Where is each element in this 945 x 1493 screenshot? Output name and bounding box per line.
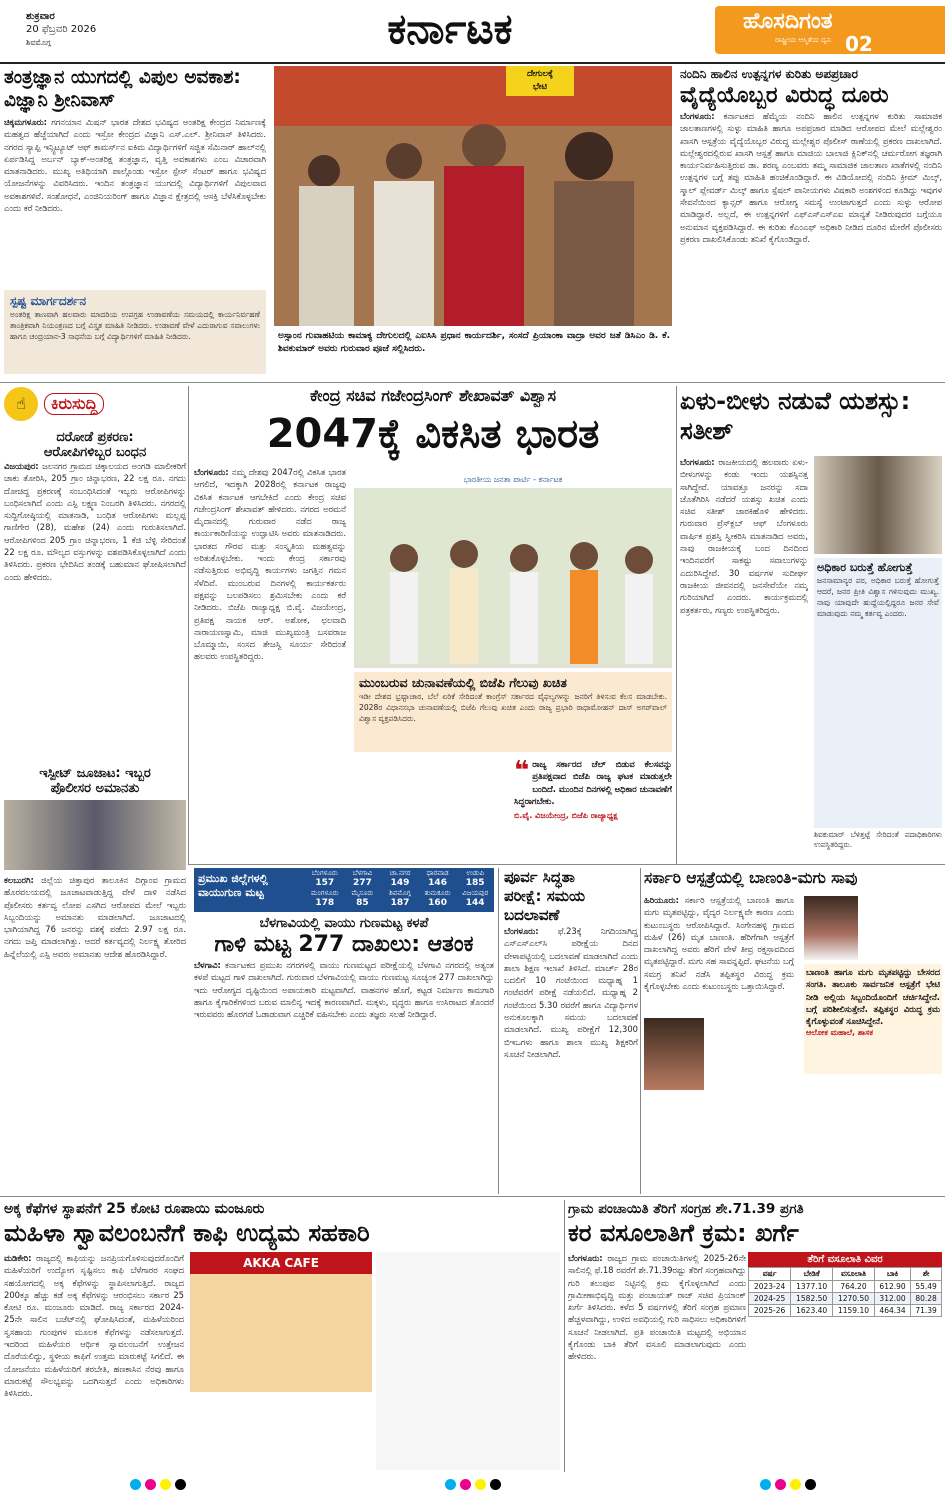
satish-box-body: ಜನಸಾಮಾನ್ಯರ ಪರ, ಅಧಿಕಾರ ಬರುತ್ತೆ ಹೋಗುತ್ತೆ ಆದರೆ, ಜನರ ಪ್ರೀತಿ ವಿಶ್ವಾಸ ಗಳಿಸುವುದು ಮುಖ್ಯ. ನಾವು ಯಾವುದೇ ಹುದ್ದೆಯಲ್ಲಿದ್ದರೂ ಜನರ ಸೇವೆ ಮಾಡುವುದು ನಮ್ಮ ಕರ್ತವ್ಯ ಎಂದರು. [817, 576, 939, 618]
aqi-value: 85 [356, 898, 369, 908]
story-nandini-headline: ವೈದ್ಯೆಯೊಬ್ಬರ ವಿರುದ್ಧ ದೂರು [680, 83, 889, 108]
paper-logo-band [715, 6, 945, 54]
story-tax-headline: ಕರ ವಸೂಲಾತಿಗೆ ಕ್ರಮ: ಖರ್ಗೆ [568, 1219, 799, 1247]
police-photo [4, 800, 186, 870]
masthead-date-block [26, 10, 176, 54]
story-akka-cafe [4, 1200, 560, 1470]
story-hospital [644, 868, 942, 1194]
tax-table-cell: 55.49 [911, 1281, 942, 1293]
photo-tag-line2: ಭೇಟಿ [532, 82, 548, 92]
tax-table-header-cell: ಬೇಡಿಕೆ [791, 1268, 833, 1281]
story-viksit-kicker: ಕೇಂದ್ರ ಸಚಿವ ಗಜೇಂದ್ರಸಿಂಗ್ ಶೇಖಾವತ್ ವಿಶ್ವಾಸ [310, 386, 556, 405]
kirusuddi-item1-head: ಆರೋಪಿಗಳಿಬ್ಬರ ಬಂಧನ [43, 445, 147, 460]
tax-table-cell: 1377.10 [791, 1281, 833, 1293]
story-tax-dateline: ಬೆಂಗಳೂರು: [568, 1253, 603, 1263]
aqi-value: 178 [315, 898, 335, 908]
story-tax-text: ರಾಜ್ಯದ ಗ್ರಾಮ ಪಂಚಾಯಿತಿಗಳಲ್ಲಿ 2025-26ನೇ ಸಾಲಿನಲ್ಲಿ ಫೆ.18 ರವರೆಗೆ ಶೇ.71.39ರಷ್ಟು ತೆರಿಗೆ ಸಂಗ್ರಹವಾಗಿದ್ದು ಗುರಿ ತಲುಪುವ ನಿಟ್ಟಿನಲ್ಲಿ ಕ್ರಮ ಕೈಗೊಳ್ಳಲಾಗಿದೆ ಎಂದು ಗ್ರಾಮೀಣಾಭಿವೃದ್ಧಿ ಮತ್ತು ಪಂಚಾಯತ್ ರಾಜ್ ಸಚಿವ ಪ್ರಿಯಾಂಕ್ ಖರ್ಗೆ ತಿಳಿಸಿದರು. ಕಳೆದ 5 ವರ್ಷಗಳಲ್ಲಿ ತೆರಿಗೆ ಸಂಗ್ರಹ ಪ್ರಮಾಣ ಹೆಚ್ಚಳವಾಗಿದ್ದು, ಉಳಿದ ಅವಧಿಯಲ್ಲಿ ಗುರಿ ಸಾಧಿಸಲು ಅಧಿಕಾರಿಗಳಿಗೆ ಸೂಚನೆ ನೀಡಲಾಗಿದೆ. ಪ್ರತಿ ಪಂಚಾಯಿತಿ ಮಟ್ಟದಲ್ಲಿ ಅಭಿಯಾನ ಕೈಗೊಂಡು ಬಾಕಿ ತೆರಿಗೆ ವಸೂಲಿ ಮಾಡಲಾಗುವುದು ಎಂದು ಹೇಳಿದರು. [568, 1253, 746, 1362]
col-rule-5 [564, 1200, 565, 1472]
kirusuddi-item2-text: ಜಿಲ್ಲೆಯ ಚಿತ್ತಾಪುರ ತಾಲೂಕಿನ ದಿಗ್ಗಾಂವ ಗ್ರಾಮದ ಹೊರವಲಯದಲ್ಲಿ ಜೂಜಾಟವಾಡುತ್ತಿದ್ದ ವೇಳೆ ದಾಳಿ ನಡೆಸಿದ ಪೊಲೀಸರು ಕರ್ತವ್ಯ ಲೋಪ ಎಸಗಿದ ಆರೋಪದ ಮೇಲೆ ಇಬ್ಬರು ಸಿಬ್ಬಂದಿಯನ್ನು ಅಮಾನತು ಮಾಡಲಾಗಿದೆ. ಜೂಜಾಟದಲ್ಲಿ ಭಾಗಿಯಾಗಿದ್ದ 76 ಜನರನ್ನು ವಶಕ್ಕೆ ಪಡೆದು 2.97 ಲಕ್ಷ ರೂ. ನಗದು ಜಪ್ತಿ ಮಾಡಲಾಗಿತ್ತು. ಆದರೆ ಕರ್ತವ್ಯದಲ್ಲಿ ನಿರ್ಲಕ್ಷ್ಯ ತೋರಿದ ಹಿನ್ನೆಲೆಯಲ್ಲಿ ಎಸ್ಪಿ ಅವರು ಅಮಾನತು ಆದೇಶ ಹೊರಡಿಸಿದ್ದಾರೆ. [4, 875, 186, 959]
story-exam-body [504, 925, 638, 1187]
box-body: ಅಂತರಿಕ್ಷ ತಾಣವಾಗಿ ಹಲವಾರು ಮಾದರಿಯ ಉಪಗ್ರಹ ಉಡಾವಣೆಯ ಸಮಯದಲ್ಲಿ ಕಾರ್ಯನಿರ್ವಹಣೆ ತಾಂತ್ರಿಕವಾಗಿ ನಿಯಂತ್ರಣದ ಬಗ್ಗೆ ವಿಸ್ತೃತ ಮಾಹಿತಿ ನೀಡಿದರು. ಉಡಾವಣೆ ವೇಳೆ ಎದುರಾಗುವ ಸವಾಲುಗಳು ಹಾಗೂ ಚಂದ್ರಯಾನ-3 ಸಾಧನೆಯ ಬಗ್ಗೆ ವಿದ್ಯಾರ್ಥಿಗಳಿಗೆ ಮಾಹಿತಿ ನೀಡಿದರು. [10, 310, 260, 341]
story-viksit-headline: 2047ಕ್ಕೆ ವಿಕಸಿತ ಭಾರತ [266, 411, 600, 457]
aqi-city: ವಿಜಯಪುರ [462, 889, 489, 897]
story-akka-headline: ಮಹಿಳಾ ಸ್ವಾವಲಂಬನೆಗೆ ಕಾಫಿ ಉದ್ಯಮ ಸಹಕಾರಿ [4, 1219, 370, 1247]
tax-table-cell: 1270.50 [833, 1293, 875, 1305]
aqi-city: ಚಾ.ನಗರ [389, 869, 411, 877]
aqi-row2-vals [306, 898, 494, 908]
aqi-value: 157 [315, 878, 335, 888]
story-scientist-dateline: ಚಿಕ್ಕಮಗಳೂರು: [4, 117, 48, 127]
masthead-rule [0, 62, 945, 64]
temple-photo-illustration [274, 66, 672, 326]
aqi-city: ಧಾರವಾಡ [426, 869, 449, 877]
kirusuddi-label: ಕಿರುಸುದ್ದಿ [44, 393, 104, 415]
story-nandini-body [680, 110, 942, 372]
story-tax-kicker: ಗ್ರಾಮ ಪಂಚಾಯಿತಿ ತೆರಿಗೆ ಸಂಗ್ರಹ ಶೇ.71.39 ಪ್ರಗತಿ [568, 1201, 804, 1217]
story-nandini-kicker: ನಂದಿನಿ ಹಾಲಿನ ಉತ್ಪನ್ನಗಳ ಕುರಿತು ಅಪಪ್ರಚಾರ [680, 67, 859, 81]
kirusuddi-item1-body [4, 460, 186, 762]
aqi-city: ಬೆಂಗಳೂರು [311, 869, 338, 877]
kirusuddi-item2-body [4, 874, 186, 1164]
story-scientist-headline: ತಂತ್ರಜ್ಞಾನ ಯುಗದಲ್ಲಿ ವಿಪುಲ ಅವಕಾಶ: ವಿಜ್ಞಾನಿ ಶ್ರೀನಿವಾಸ್ [4, 67, 241, 111]
reg-marks-left [128, 1476, 188, 1493]
quote-author: ಬಿ.ವೈ. ವಿಜಯೇಂದ್ರ, ಬಿಜೆಪಿ ರಾಜ್ಯಾಧ್ಯಕ್ಷ [514, 811, 618, 821]
tax-table-header-cell: ವರ್ಷ [749, 1268, 791, 1281]
col-rule-3 [498, 868, 499, 1194]
aqi-city: ತುಮಕೂರು [424, 889, 451, 897]
hospital-quote-author: ಆಲೋಕ ಮಹಾಲೆ, ಶಾಸಕ [806, 1028, 873, 1038]
tax-table-header-cell: ವಸೂಲಾತಿ [833, 1268, 875, 1281]
photo-tag [506, 66, 574, 96]
aqi-values [306, 868, 494, 912]
story-aqi-kicker: ಬೆಳಗಾವಿಯಲ್ಲಿ ವಾಯು ಗುಣಮಟ್ಟ ಕಳಪೆ [259, 916, 429, 931]
kirusuddi-item1-kicker: ದರೋಡೆ ಪ್ರಕರಣ: [56, 430, 134, 445]
registration-marks [0, 1476, 945, 1493]
story-hospital-headline: ಸರ್ಕಾರಿ ಆಸ್ಪತ್ರೆಯಲ್ಲಿ ಬಾಣಂತಿ-ಮಗು ಸಾವು [644, 869, 858, 887]
tax-table-row [749, 1293, 942, 1305]
tax-table-cell: 764.20 [833, 1281, 875, 1293]
aqi-value: 144 [465, 898, 485, 908]
bjp-subbox-body: ಇಡೀ ದೇಶದ ಭ್ರಷ್ಟಾಚಾರ, ಬೆಲೆ ಏರಿಕೆ ಸೇರಿದಂತೆ ಕಾಂಗ್ರೆಸ್ ಸರ್ಕಾರದ ವೈಫಲ್ಯಗಳನ್ನು ಜನರಿಗೆ ತಿಳಿಸುವ ಕೆಲಸ ಮಾಡಬೇಕು. 2028ರ ವಿಧಾನಸಭಾ ಚುನಾವಣೆಯಲ್ಲಿ ಬಿಜೆಪಿ ಗೆಲುವು ಖಚಿತ ಎಂದು ರಾಜ್ಯ ಪ್ರಭಾರಿ ರಾಧಾಮೋಹನ್ ದಾಸ್ ಅಗರ್‌ವಾಲ್ ವಿಶ್ವಾಸ ವ್ಯಕ್ತಪಡಿಸಿದರು. [359, 692, 667, 723]
aqi-city: ಮೈಸೂರು [351, 889, 374, 897]
quote-icon: ❝ [514, 758, 530, 786]
main-photo-block [274, 66, 672, 378]
masthead-date: 20 ಫೆಬ್ರವರಿ 2026 [26, 24, 97, 35]
kirusuddi-item2-kicker: ಇಸ್ಪೀಟ್ ಜೂಜಾಟ: ಇಬ್ಬರ [39, 766, 151, 781]
story-exam-headline: ಪರೀಕ್ಷೆ: ಸಮಯ ಬದಲಾವಣೆ [504, 887, 586, 924]
kirusuddi-item1-text: ಜಲನಗರ ಗ್ರಾಮದ ಚಿಕ್ಕಾಲಯದ ಅಂಗಡಿ ಮಾಲೀಕರಿಗೆ ಚಾಕು ತೋರಿಸಿ, 205 ಗ್ರಾಂ ಚಿನ್ನಾಭರಣ, 22 ಲಕ್ಷ ರೂ. ನಗದು ದೋಚಿದ್ದ ಪ್ರಕರಣಕ್ಕೆ ಸಂಬಂಧಿಸಿದಂತೆ ಇಬ್ಬರು ಆರೋಪಿಗಳನ್ನು ಬಂಧಿಸಲಾಗಿದೆ ಎಂದು ಎಸ್ಪಿ ಲಕ್ಷ್ಮಣ ನಿಂಬರಗಿ ತಿಳಿಸಿದರು. ನಗರದಲ್ಲಿ ಸುದ್ದಿಗೋಷ್ಠಿಯಲ್ಲಿ ಮಾತನಾಡಿ, ಬಂಧಿತ ಆರೋಪಿಗಳು ಮಲ್ಲಪ್ಪ ಗಾಣಿಗೇರ (28), ಮಹೇಶ (24) ಎಂದು ಗುರುತಿಸಲಾಗಿದೆ. ಆರೋಪಿಗಳಿಂದ 205 ಗ್ರಾಂ ಚಿನ್ನಾಭರಣ, 1 ಕೆಜಿ ಬೆಳ್ಳಿ ಸೇರಿದಂತೆ 22 ಲಕ್ಷ ರೂ. ಮೌಲ್ಯದ ವಸ್ತುಗಳನ್ನು ವಶಪಡಿಸಿಕೊಳ್ಳಲಾಗಿದೆ ಎಂದು ತಿಳಿಸಿದರು. ಪ್ರಕರಣ ಭೇದಿಸಿದ ತಂಡಕ್ಕೆ ಬಹುಮಾನ ಘೋಷಿಸಲಾಗಿದೆ ಎಂದು ಹೇಳಿದರು. [4, 461, 186, 582]
page-number: 02 [845, 32, 873, 54]
story-viksit-dateline: ಬೆಂಗಳೂರು: [194, 467, 229, 477]
masthead-day: ಶುಕ್ರವಾರ [26, 11, 55, 22]
story-scientist-body [4, 116, 266, 284]
story-akka-body-continued [376, 1252, 560, 1470]
story-akka-body [4, 1252, 184, 1470]
akka-cafe-sign: AKKA CAFE [190, 1252, 372, 1274]
reg-marks-center [443, 1476, 503, 1493]
story-scientist [4, 66, 266, 378]
tax-table-cell: 71.39 [911, 1305, 942, 1317]
story-hospital-quote [804, 964, 942, 1074]
tax-table-cell: 2024-25 [749, 1293, 791, 1305]
story-akka-text: ರಾಜ್ಯದಲ್ಲಿ ಕಾಫಿಯನ್ನು ಜನಪ್ರಿಯಗೊಳಿಸುವುದರೊಂದಿಗೆ ಮಹಿಳೆಯರಿಗೆ ಉದ್ಯೋಗ ಸೃಷ್ಟಿಸಲು ಕಾಫಿ ಬೆಳೆಗಾರರ ಸಂಘದ ಸಹಯೋಗದಲ್ಲಿ ಅಕ್ಕ ಕೆಫೆಗಳನ್ನು ಸ್ಥಾಪಿಸಲಾಗುತ್ತಿದೆ. ರಾಜ್ಯದ 200ಕ್ಕೂ ಹೆಚ್ಚು ಕಡೆ ಅಕ್ಕ ಕೆಫೆಗಳನ್ನು ಆರಂಭಿಸಲು ಸರ್ಕಾರ 25 ಕೋಟಿ ರೂ. ಮಂಜೂರು ಮಾಡಿದೆ. ರಾಜ್ಯ ಸರ್ಕಾರದ 2024-25ನೇ ಸಾಲಿನ ಬಜೆಟ್‌ನಲ್ಲಿ ಘೋಷಿಸಿದಂತೆ, ಮಹಿಳೆಯರಿಂದ ಸ್ವಸಹಾಯ ಗುಂಪುಗಳ ಮೂಲಕ ಕೆಫೆಗಳನ್ನು ನಡೆಸಲಾಗುತ್ತದೆ. ಇದರಿಂದ ಮಹಿಳೆಯರ ಆರ್ಥಿಕ ಸ್ವಾವಲಂಬನೆಗೆ ಉತ್ತೇಜನ ದೊರೆಯಲಿದ್ದು, ಸ್ಥಳೀಯ ಕಾಫಿಗೆ ಉತ್ತಮ ಮಾರುಕಟ್ಟೆ ಸಿಗಲಿದೆ. ಈ ಯೋಜನೆಯು ಮಹಿಳೆಯರಿಗೆ ತರಬೇತಿ, ಹಣಕಾಸಿನ ನೆರವು ಹಾಗೂ ಮಾರುಕಟ್ಟೆ ಸೌಲಭ್ಯವನ್ನು ಒದಗಿಸುತ್ತದೆ ಎಂದು ಅಧಿಕಾರಿಗಳು ತಿಳಿಸಿದರು. [4, 1253, 184, 1399]
story-scientist-text: ಗಗನಯಾನ ಮಿಷನ್ ಭಾರತ ದೇಶದ ಭವಿಷ್ಯದ ಅಂತರಿಕ್ಷ ಕೇಂದ್ರದ ನಿರ್ಮಾಣಕ್ಕೆ ಮಹತ್ವದ ಹೆಜ್ಜೆಯಾಗಿದೆ ಎಂದು ಇಸ್ರೋ ಕೇಂದ್ರದ ವಿಜ್ಞಾನಿ ಎಸ್.ಎಲ್. ಶ್ರೀನಿವಾಸ್ ತಿಳಿಸಿದರು. ನಗರದ ಸ್ಯಾಪ್ಪಿ ಇನ್ಸ್ಟಿಟ್ಯೂಟ್ ಆಫ್ ಕಾಮರ್ಸ್‌ನ ಐಕಿಮ ವಿದ್ಯಾರ್ಥಿಗಳಿಗೆ ಸಜ್ಜಿತ ಸೆಮಿನಾರ್ ಹಾಲ್‌ನಲ್ಲಿ ಏರ್ಪಡಿಸಿದ್ದ ಅರ್ಬನ್ ಬ್ಯಾಕ್-ಅಂತರಿಕ್ಷ ತಂತ್ರಜ್ಞಾನ, ವೃತ್ತಿ ಅವಕಾಶಗಳು ಎಂಬ ವಿಚಾರವಾಗಿ ಮಾತನಾಡಿದರು. ಮುಖ್ಯ ಅತಿಥಿಯಾಗಿ ಪಾಲ್ಗೊಂಡು ಇಸ್ರೋ ಸ್ಪೇಸ್ ಸೆಂಟರ್ ಹಾಗೂ ಭವಿಷ್ಯದ ಯೋಜನೆಗಳನ್ನು ವಿವರಿಸಿದರು. ಇಂದಿನ ತಂತ್ರಜ್ಞಾನ ಯುಗದಲ್ಲಿ ವಿದ್ಯಾರ್ಥಿಗಳಿಗೆ ವಿಪುಲವಾದ ಅವಕಾಶಗಳಿವೆ. ಸಂಶೋಧನೆ, ಎಂಜಿನಿಯರಿಂಗ್ ಹಾಗೂ ವಿಜ್ಞಾನ ಕ್ಷೇತ್ರದಲ್ಲಿ ಆಸಕ್ತಿ ಬೆಳೆಸಿಕೊಳ್ಳಬೇಕು ಎಂದು ಕರೆ ನೀಡಿದರು. [4, 117, 266, 214]
story-aqi-dateline: ಬೆಳಗಾವಿ: [194, 960, 221, 970]
aqi-city: ಶಿವಮೊಗ್ಗ [389, 889, 411, 897]
tax-table-title: ತೆರಿಗೆ ವಸೂಲಾತಿ ವಿವರ [748, 1252, 942, 1267]
tax-table-cell: 2023-24 [749, 1281, 791, 1293]
tax-table-cell: 80.28 [911, 1293, 942, 1305]
story-aqi [194, 868, 494, 1194]
box-title: ಸ್ಪಷ್ಟ ಮಾರ್ಗದರ್ಶನ [10, 294, 87, 308]
aqi-box [194, 868, 494, 912]
tax-table-cell: 312.00 [874, 1293, 910, 1305]
tax-table-row [749, 1281, 942, 1293]
story-viksit-quote [514, 758, 672, 858]
tax-table-row [749, 1305, 942, 1317]
masthead [0, 0, 945, 62]
kirusuddi-item1-dateline: ವಿಜಯಪುರ: [4, 461, 39, 471]
paper-tagline: ರಾಷ್ಟ್ರೀಯ ಆಸ್ಮಿತೆಯ ದ್ವನಿ [775, 36, 831, 44]
aqi-city: ಮಂಗಳೂರು [310, 889, 339, 897]
photo-tag-line1: ದೇಗುಲಕ್ಕೆ [526, 69, 554, 79]
story-aqi-headline: ಗಾಳಿ ಮಟ್ಟ 277 ದಾಖಲು: ಆತಂಕ [214, 932, 474, 957]
satish-caption: ಶಿವಕುಮಾರ್ ಬೆಳಿತ್ತಟ್ಟೆ ಸೇರಿದಂತೆ ಪದಾಧಿಕಾರಿಗಳು ಉಪಸ್ಥಿತರಿದ್ದರು. [814, 830, 942, 849]
story-nandini-text: ಕರ್ನಾಟಕದ ಹೆಮ್ಮೆಯ ನಂದಿನಿ ಹಾಲಿನ ಉತ್ಪನ್ನಗಳ ಕುರಿತು ಸಾಮಾಜಿಕ ಜಾಲತಾಣಗಳಲ್ಲಿ ಸುಳ್ಳು ಮಾಹಿತಿ ಹಾಗೂ ಅಪಪ್ರಚಾರ ಮಾಡಿದ ಆರೋಪದ ಮೇಲೆ ಮಲ್ಲೇಶ್ವರಂ ಖಾಸಗಿ ಆಸ್ಪತ್ರೆಯ ವೈದ್ಯೆಯೊಬ್ಬರ ವಿರುದ್ಧ ಮಲ್ಲೇಶ್ವರ ಪೊಲೀಸ್ ಠಾಣೆಯಲ್ಲಿ ಪ್ರಕರಣ ದಾಖಲಾಗಿದೆ. ಮಲ್ಲೇಶ್ವರದಲ್ಲಿರುವ ಖಾಸಗಿ ಆಸ್ಪತ್ರೆ ಹಾಗೂ ಮಾಜಿಯ ಬಾಲಾಜಿ ಕ್ಲಿನಿಕ್‌ನಲ್ಲಿ ಚರ್ಮರೋಗ ತಜ್ಞರಾಗಿ ಕಾರ್ಯನಿರ್ವಹಿಸುತ್ತಿರುವ ಡಾ. ಶರಣ್ಯ ಎಂಬವರು ತಮ್ಮ ಸಾಮಾಜಿಕ ಜಾಲತಾಣ ಖಾತೆಗಳಲ್ಲಿ ನಂದಿನಿ ಉತ್ಪನ್ನಗಳ ಬಗ್ಗೆ ತಪ್ಪು ಮಾಹಿತಿ ಹಂಚಿಕೊಂಡಿದ್ದಾರೆ. ಈ ವಿಡಿಯೋದಲ್ಲಿ ನಂದಿನಿ ಕ್ರೀಮ್ ಮಿಲ್ಕ್, ಸ್ಮಾಲ್ ಪ್ಲೇವರ್ಡ್ ಮಿಲ್ಕ್ ಹಾಗೂ ಸ್ಪೆಷಲ್ ಪಾನೀಯಗಳು ವಿಷಕಾರಿ ಅಂಶಗಳಿಂದ ಕೂಡಿದ್ದು ಇವುಗಳ ಸೇವನೆಯಿಂದ ಕ್ಯಾನ್ಸರ್ ಹಾಗೂ ಆರೋಗ್ಯ ಸಮಸ್ಯೆ ಉಂಟಾಗುತ್ತದೆ ಎಂದು ಸುಳ್ಳು ಆರೋಪ ಮಾಡಿದ್ದಾರೆ. ಅಲ್ಲದೆ, ಈ ಉತ್ಪನ್ನಗಳಿಗೆ ಎಫ್‌ಎಸ್‌ಎಸ್‌ಎಐ ಮಾನ್ಯತೆ ನೀಡಿರುವುದರ ಬಗ್ಗೆಯೂ ಅನುಮಾನ ವ್ಯಕ್ತಪಡಿಸಿದ್ದಾರೆ. ಈ ಕುರಿತು ಕೆಎಂಎಫ್ ಅಧಿಕಾರಿ ನೀಡಿದ ದೂರಿನ ಮೇರೆಗೆ ಪೊಲೀಸರು ಪ್ರಕರಣ ದಾಖಲಿಸಿಕೊಂಡು ತನಿಖೆ ಕೈಗೊಂಡಿದ್ದಾರೆ. [680, 111, 942, 244]
story-viksit [194, 386, 672, 862]
tax-table-cell: 1159.10 [833, 1305, 875, 1317]
story-exam-text: ಫೆ.23ಕ್ಕೆ ನಿಗದಿಯಾಗಿದ್ದ ಎಸ್‌ಎಸ್‌ಎಲ್‌ಸಿ ಪರೀಕ್ಷೆಯ ದಿನದ ವೇಳಾಪಟ್ಟಿಯಲ್ಲಿ ಬದಲಾವಣೆ ಮಾಡಲಾಗಿದೆ ಎಂದು ಶಾಲಾ ಶಿಕ್ಷಣ ಇಲಾಖೆ ತಿಳಿಸಿದೆ. ಮಾರ್ಚ್ 28ರ ಬದಲಿಗೆ 10 ಗಂಟೆಯಿಂದ ಮಧ್ಯಾಹ್ನ 1 ಗಂಟೆವರೆಗೆ ಪರೀಕ್ಷೆ ನಡೆಯಲಿದೆ. ಮಧ್ಯಾಹ್ನ 2 ಗಂಟೆಯಿಂದ 5.30 ರವರೆಗೆ ಹಾಗೂ ವಿದ್ಯಾರ್ಥಿಗಳ ಅನುಕೂಲಕ್ಕಾಗಿ ಸಮಯ ಬದಲಾವಣೆ ಮಾಡಲಾಗಿದೆ. ಮುಖ್ಯ ಪರೀಕ್ಷೆಗೆ 12,300 ಬಿಇಒಗಳು ಹಾಗೂ ಶಾಲಾ ಮುಖ್ಯ ಶಿಕ್ಷಕರಿಗೆ ಸೂಚನೆ ನೀಡಲಾಗಿದೆ. [504, 926, 638, 1059]
aqi-value: 149 [390, 878, 410, 888]
bjp-banner: ಭಾರತೀಯ ಜನತಾ ಪಾರ್ಟಿ - ಕರ್ನಾಟಕ [354, 472, 672, 488]
kirusuddi-item2-dateline: ಕಲಬುರಗಿ: [4, 875, 34, 885]
col-rule-4 [640, 868, 641, 1194]
satish-photo [814, 456, 942, 554]
hand-icon: ☝ [4, 387, 38, 421]
story-satish-text: ರಾಜಕೀಯದಲ್ಲಿ ಹಲವಾರು ಏಳು-ಬೀಳುಗಳನ್ನು ಕಂಡು ಇಂದು ಯಶಸ್ಸಿನತ್ತ ಸಾಗಿದ್ದೇವೆ. ಯಾವತ್ತೂ ಜನರನ್ನು ಸದಾ ಜೊತೆಗಿರಿಸಿ ನಡೆದರೆ ಯಶಸ್ಸು ಖಚಿತ ಎಂದು ಸಚಿವ ಸತೀಶ್ ಜಾರಕಿಹೊಳಿ ಹೇಳಿದರು. ಗುರುವಾರ ಪ್ರೆಸ್‌ಕ್ಲಬ್ ಆಫ್ ಬೆಂಗಳೂರು ವಾರ್ಷಿಕ ಪ್ರಶಸ್ತಿ ಸ್ವೀಕರಿಸಿ ಮಾತನಾಡಿದ ಅವರು, ನಾವು ರಾಜಕೀಯಕ್ಕೆ ಬಂದ ದಿನದಿಂದ ಇಂದಿನವರೆಗೆ ಸಾಕಷ್ಟು ಸವಾಲುಗಳನ್ನು ಎದುರಿಸಿದ್ದೇವೆ. 30 ವರ್ಷಗಳ ಸುದೀರ್ಘ ರಾಜಕೀಯ ಜೀವನದಲ್ಲಿ ಜನಸೇವೆಯೇ ನಮ್ಮ ಗುರಿಯಾಗಿದೆ ಎಂದರು. ಕಾರ್ಯಕ್ರಮದಲ್ಲಿ ಪತ್ರಕರ್ತರು, ಗಣ್ಯರು ಉಪಸ್ಥಿತರಿದ್ದರು. [680, 457, 808, 615]
tax-table-body [749, 1281, 942, 1317]
story-aqi-body [194, 959, 494, 1187]
satish-box [814, 558, 942, 828]
tax-table-cell: 1623.40 [791, 1305, 833, 1317]
story-nandini [680, 66, 942, 378]
temple-photo [274, 66, 672, 326]
aqi-value: 187 [390, 898, 410, 908]
story-viksit-text: ನಮ್ಮ ದೇಶವು 2047ರಲ್ಲಿ ವಿಕಸಿತ ಭಾರತ ಆಗಲಿದೆ, ಇದಕ್ಕಾಗಿ 2028ರಲ್ಲಿ ಕರ್ನಾಟಕ ರಾಜ್ಯವು ವಿಕಸಿತ ಕರ್ನಾಟಕ ಆಗಬೇಕಿದೆ ಎಂದು ಕೇಂದ್ರ ಸಚಿವ ಗಜೇಂದ್ರಸಿಂಗ್ ಶೇಖಾವತ್ ಹೇಳಿದರು. ನಗರದ ಅರಮನೆ ಮೈದಾನದಲ್ಲಿ ಗುರುವಾರ ನಡೆದ ರಾಜ್ಯ ಕಾರ್ಯಕಾರಿಣಿಯನ್ನು ಉದ್ಘಾಟಿಸಿ ಅವರು ಮಾತನಾಡಿದರು. ಭಾರತದ ಗೌರವ ಮತ್ತು ಸಂಸ್ಕೃತಿಯ ಮಹತ್ವವನ್ನು ಅರಿತುಕೊಳ್ಳಬೇಕು. ಇಂದು ಕೇಂದ್ರ ಸರ್ಕಾರವು ನಡೆಸುತ್ತಿರುವ ಅಭಿವೃದ್ಧಿ ಕಾರ್ಯಗಳು ಜಗತ್ತಿನ ಗಮನ ಸೆಳೆದಿವೆ. ಮುಂಬರುವ ದಿನಗಳಲ್ಲಿ ಕಾರ್ಯಕರ್ತರು ಪಕ್ಷವನ್ನು ಬಲಪಡಿಸಲು ಶ್ರಮಿಸಬೇಕು ಎಂದು ಕರೆ ನೀಡಿದರು. ಬಿಜೆಪಿ ರಾಜ್ಯಾಧ್ಯಕ್ಷ ಬಿ.ವೈ. ವಿಜಯೇಂದ್ರ, ಪ್ರತಿಪಕ್ಷ ನಾಯಕ ಆರ್. ಅಶೋಕ, ಛಲವಾದಿ ನಾರಾಯಣಸ್ವಾಮಿ, ಮಾಜಿ ಮುಖ್ಯಮಂತ್ರಿ ಬಸವರಾಜ ಬೊಮ್ಮಾಯಿ, ಸಂಸದ ತೇಜಸ್ವಿ ಸೂರ್ಯ ಸೇರಿದಂತೆ ಹಲವರು ಉಪಸ್ಥಿತರಿದ್ದರು. [194, 467, 346, 662]
tax-table-header-cell: ಬಾಕಿ [874, 1268, 910, 1281]
tax-table-header [749, 1268, 942, 1281]
kirusuddi-column [4, 386, 186, 1194]
paper-logo: ಹೊಸದಿಗಂತ [743, 9, 833, 34]
story-nandini-dateline: ಬೆಂಗಳೂರು: [680, 111, 715, 121]
col-rule-1 [188, 386, 189, 864]
aqi-city: ಬೆಳಗಾವಿ [352, 869, 373, 877]
bjp-subbox [354, 672, 672, 752]
aqi-city: ಉಡುಪಿ [466, 869, 484, 877]
col-rule-2 [676, 386, 677, 864]
hospital-quote-text: ಬಾಣಂತಿ ಹಾಗೂ ಮಗು ಮೃತಪಟ್ಟಿದ್ದು ಬೇಸರದ ಸಂಗತಿ. ತಾಲೂಕು ಸಾರ್ವಜನಿಕ ಆಸ್ಪತ್ರೆಗೆ ಭೇಟಿ ನೀಡಿ ಅಲ್ಲಿಯ ಸಿಬ್ಬಂದಿಯೊಂದಿಗೆ ಚರ್ಚಿಸಿದ್ದೇನೆ. ಬಗ್ಗೆ ಪರಿಶೀಲಿಸುತ್ತೇನೆ. ತಪ್ಪಿತಸ್ಥರ ವಿರುದ್ಧ ಕ್ರಮ ಕೈಗೊಳ್ಳುವಂತೆ ಸೂಚಿಸಿದ್ದೇನೆ. [806, 967, 940, 1027]
bjp-subbox-head: ಮುಂಬರುವ ಚುನಾವಣೆಯಲ್ಲಿ ಬಿಜೆಪಿ ಗೆಲುವು ಖಚಿತ [359, 675, 567, 690]
row3-rule [0, 1196, 945, 1197]
story-viksit-body [194, 466, 346, 856]
story-hospital-text: ಸರ್ಕಾರಿ ಆಸ್ಪತ್ರೆಯಲ್ಲಿ ಬಾಣಂತಿ ಹಾಗೂ ಮಗು ಮೃತಪಟ್ಟಿದ್ದು, ವೈದ್ಯರ ನಿರ್ಲಕ್ಷ್ಯವೇ ಕಾರಣ ಎಂದು ಕುಟುಂಬಸ್ಥರು ಆರೋಪಿಸಿದ್ದಾರೆ. ಸಿಂಗೇನಹಳ್ಳಿ ಗ್ರಾಮದ ಮಹಿಳೆ (26) ಮೃತ ಬಾಣಂತಿ. ಹೆರಿಗೆಗಾಗಿ ಆಸ್ಪತ್ರೆಗೆ ದಾಖಲಾಗಿದ್ದ ಅವರು ಹೆರಿಗೆ ವೇಳೆ ತೀವ್ರ ರಕ್ತಸ್ರಾವದಿಂದ ಮೃತಪಟ್ಟಿದ್ದಾರೆ. ಮಗು ಸಹ ಸಾವನ್ನಪ್ಪಿದೆ. ಘಟನೆಯ ಬಗ್ಗೆ ಸಮಗ್ರ ತನಿಖೆ ನಡೆಸಿ ತಪ್ಪಿತಸ್ಥರ ವಿರುದ್ಧ ಕ್ರಮ ಕೈಗೊಳ್ಳಬೇಕು ಎಂದು ಕುಟುಂಬಸ್ಥರು ಒತ್ತಾಯಿಸಿದ್ದಾರೆ. [644, 895, 794, 992]
story-satish [680, 386, 942, 862]
tax-table-cell: 2025-26 [749, 1305, 791, 1317]
story-satish-body [680, 456, 808, 826]
kirusuddi-logo [4, 386, 186, 422]
story-akka-kicker: ಅಕ್ಕ ಕೆಫೆಗಳ ಸ್ಥಾಪನೆಗೆ 25 ಕೋಟಿ ರೂಪಾಯಿ ಮಂಜೂರು [4, 1201, 265, 1217]
aqi-value: 185 [465, 878, 485, 888]
story-aqi-text: ಕರ್ನಾಟಕದ ಪ್ರಮುಖ ನಗರಗಳಲ್ಲಿ ವಾಯು ಗುಣಮಟ್ಟದ ಪರೀಕ್ಷೆಯಲ್ಲಿ ಬೆಳಗಾವಿ ನಗರದಲ್ಲಿ ಅತ್ಯಂತ ಕಳಪೆ ಮಟ್ಟದ ಗಾಳಿ ದಾಖಲಾಗಿದೆ. ಗುರುವಾರ ಬೆಳಗಾವಿಯಲ್ಲಿ ವಾಯು ಗುಣಮಟ್ಟ ಸೂಚ್ಯಂಕ 277 ದಾಖಲಾಗಿದ್ದು ಇದು ಆರೋಗ್ಯದ ದೃಷ್ಟಿಯಿಂದ ಅಪಾಯಕಾರಿ ಮಟ್ಟವಾಗಿದೆ. ವಾಹನಗಳ ಹೊಗೆ, ಕಟ್ಟಡ ನಿರ್ಮಾಣ ಕಾಮಗಾರಿ ಹಾಗೂ ಕೈಗಾರಿಕೆಗಳಿಂದ ಬರುವ ಮಾಲಿನ್ಯ ಇದಕ್ಕೆ ಕಾರಣವಾಗಿದೆ. ಮಕ್ಕಳು, ವೃದ್ಧರು ಹಾಗೂ ಉಸಿರಾಟದ ತೊಂದರೆ ಇರುವವರು ಹೊರಗಡೆ ಓಡಾಡುವಾಗ ಎಚ್ಚರಿಕೆ ವಹಿಸಬೇಕು ಎಂದು ತಜ್ಞರು ಸಲಹೆ ನೀಡಿದ್ದಾರೆ. [194, 960, 494, 1020]
main-photo-caption: ಅಸ್ಸಾಂನ ಗುವಾಹಟಿಯ ಕಾಮಾಕ್ಯ ದೇಗುಲದಲ್ಲಿ ಎಐಸಿಸಿ ಪ್ರಧಾನ ಕಾರ್ಯದರ್ಶಿ, ಸಂಸದೆ ಪ್ರಿಯಾಂಕಾ ವಾದ್ರಾ ಅವರ ಜತೆ ಡಿಸಿಎಂ ಡಿ. ಕೆ. ಶಿವಕುಮಾರ್ ಅವರು ಗುರುವಾರ ಪೂಜೆ ಸಲ್ಲಿಸಿದರು. [278, 331, 670, 354]
tax-table-cell: 612.90 [874, 1281, 910, 1293]
row2-rule [188, 864, 945, 865]
story-satish-headline: ಏಳು-ಬೀಳು ನಡುವೆ ಯಶಸ್ಸು: ಸತೀಶ್ [680, 387, 911, 445]
masthead-city: ಶಿವಮೊಗ್ಗ [26, 38, 51, 47]
tax-table [748, 1267, 942, 1317]
akka-cafe-photo [190, 1252, 372, 1392]
section-title: ಕರ್ನಾಟಕ [387, 4, 513, 53]
bjp-event-photo [354, 472, 672, 668]
aqi-box-title: ಪ್ರಮುಖ ಜಿಲ್ಲೆಗಳಲ್ಲಿ ವಾಯುಗುಣ ಮಟ್ಟ [198, 872, 268, 899]
story-exam-dateline: ಬೆಂಗಳೂರು: [504, 926, 539, 936]
aqi-value: 277 [352, 878, 372, 888]
aqi-value: 146 [428, 878, 447, 888]
mla-photo [804, 896, 858, 960]
story-exam-kicker: ಪೂರ್ವ ಸಿದ್ಧತಾ [504, 868, 575, 886]
aqi-row1 [306, 868, 494, 878]
satish-box-title: ಅಧಿಕಾರ ಬರುತ್ತೆ ಹೋಗುತ್ತೆ [817, 561, 913, 574]
story-hospital-dateline: ಹಿರಿಯೂರು: [644, 895, 679, 905]
bjp-event-illustration [354, 488, 672, 664]
story-scientist-box [4, 290, 266, 374]
tax-table-cell: 1582.50 [791, 1293, 833, 1305]
aqi-row1-vals [306, 878, 494, 888]
story-satish-dateline: ಬೆಂಗಳೂರು: [680, 457, 715, 467]
tax-table-box [748, 1252, 942, 1342]
reg-marks-right [758, 1476, 818, 1493]
story-exam [504, 868, 638, 1194]
aqi-row2 [306, 888, 494, 898]
aqi-value: 160 [428, 898, 447, 908]
story-akka-dateline: ಮಡಿಕೇರಿ: [4, 1253, 32, 1263]
tax-table-header-cell: ಶೇ [911, 1268, 942, 1281]
tax-table-cell: 464.34 [874, 1305, 910, 1317]
story-tax-body [568, 1252, 746, 1468]
story-tax [568, 1200, 942, 1470]
victim-photo [644, 1018, 704, 1090]
row1-rule [0, 382, 945, 383]
quote-text: ರಾಜ್ಯ ಸರ್ಕಾರದ ಚೆಲ್ ಬಿಡುವ ಕೆಲಸವನ್ನು ಪ್ರತಿಪಕ್ಷವಾದ ಬಿಜೆಪಿ ರಾಜ್ಯ ಘಟಕ ಮಾಡುತ್ತಲೇ ಬಂದಿದೆ. ಮುಂದಿನ ದಿನಗಳಲ್ಲಿ ಅಧಿಕಾರ ಚುನಾವಣೆಗೆ ಸಿದ್ಧರಾಗಬೇಕು. [514, 759, 672, 806]
kirusuddi-item2-head: ಪೊಲೀಸರ ಅಮಾನತು [50, 781, 140, 796]
